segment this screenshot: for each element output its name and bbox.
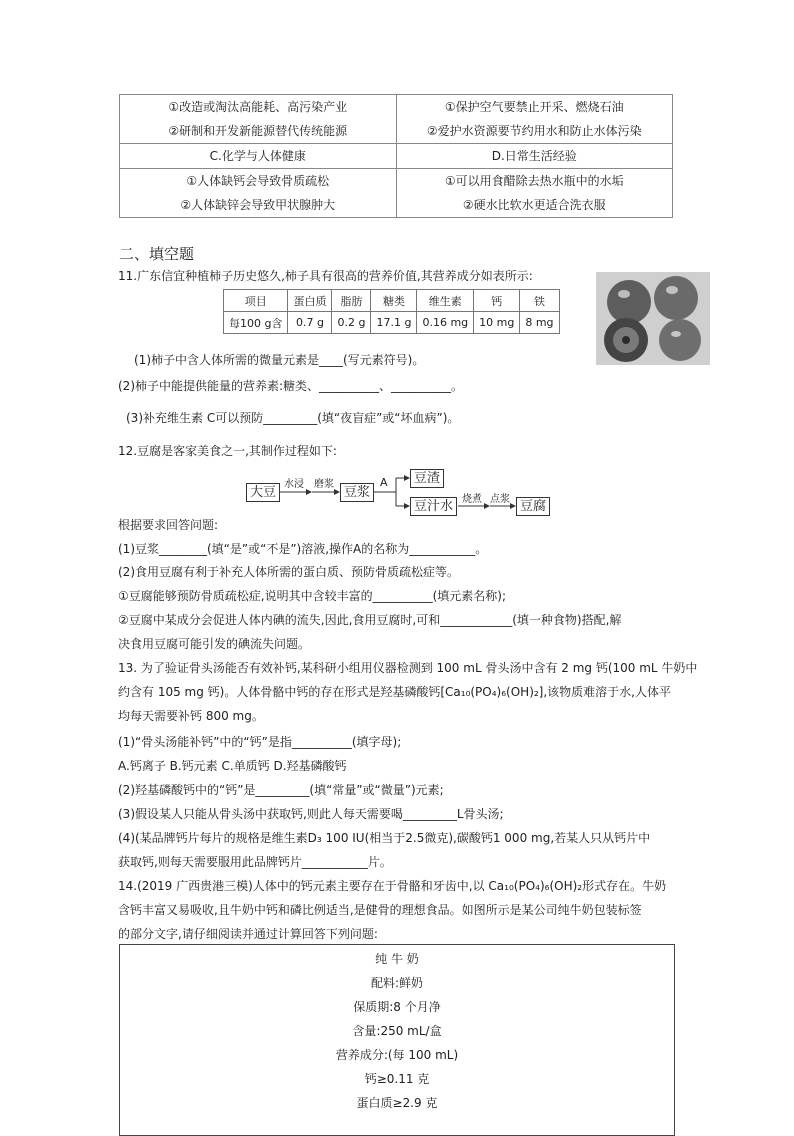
table-header: 铁 — [520, 290, 559, 312]
q11-part2: (2)柿子中能提供能量的营养素:糖类、__________、__________。 — [118, 379, 464, 393]
q13-part1: (1)“骨头汤能补钙”中的“钙”是指__________(填字母); — [118, 735, 402, 749]
q13-part3: (3)假设某人只能从骨头汤中获取钙,则此人每天需要喝_________L骨头汤; — [118, 807, 504, 821]
milk-label-line: 含量:250 mL/盒 — [352, 1024, 442, 1038]
q13-part4-cont: 获取钙,则每天需要服用此品牌钙片___________片。 — [118, 855, 392, 869]
q12-part1: (1)豆浆________(填“是”或“不是”)溶液,操作A的名称为___________。 — [118, 542, 488, 556]
table-header: 蛋白质 — [288, 290, 332, 312]
q12-intro: 根据要求回答问题: — [118, 518, 219, 532]
option-header: C.化学与人体健康 — [120, 144, 397, 169]
q11-stem: 11.广东信宜种植柿子历史悠久,柿子具有很高的营养价值,其营养成分如表所示: — [118, 269, 533, 283]
option-cell: ①保护空气要禁止开采、燃烧石油 ②爱护水资源要节约用水和防止水体污染 — [396, 95, 673, 144]
flow-box-soybean: 大豆 — [246, 483, 280, 502]
table-cell: 10 mg — [474, 312, 520, 334]
milk-label-line: 营养成分:(每 100 mL) — [335, 1048, 459, 1062]
flow-box-soymilk: 豆浆 — [340, 483, 374, 502]
flow-box-okara: 豆渣 — [410, 469, 444, 488]
nutrition-table — [223, 289, 560, 334]
table-header: 项目 — [224, 290, 288, 312]
options-table — [119, 94, 673, 218]
option-header: D.日常生活经验 — [396, 144, 673, 169]
table-cell: 每100 g含 — [224, 312, 288, 334]
q12-stem: 12.豆腐是客家美食之一,其制作过程如下: — [118, 444, 337, 458]
option-cell: ①可以用食醋除去热水瓶中的水垢 ②硬水比软水更适合洗衣服 — [396, 169, 673, 218]
flow-arrow-label: A — [380, 476, 388, 489]
flow-box-soy-liquid: 豆汁水 — [410, 497, 457, 516]
flow-arrow-label: 水浸 — [284, 479, 304, 490]
milk-label-title: 纯 牛 奶 — [375, 952, 419, 966]
milk-label-line: 保质期:8 个月净 — [353, 1000, 441, 1014]
persimmon-photo — [596, 272, 710, 365]
q13-stem-line2: 约含有 105 mg 钙)。人体骨骼中钙的存在形式是羟基磷酸钙[Ca₁₀(PO₄)₆(OH)₂],该物质难溶于水,人体平 — [118, 685, 671, 699]
flow-arrow-label: 点浆 — [490, 494, 510, 505]
section-title: 二、填空题 — [119, 245, 195, 263]
flow-arrow-label: 磨浆 — [314, 479, 334, 490]
q13-part1-options: A.钙离子 B.钙元素 C.单质钙 D.羟基磷酸钙 — [118, 759, 347, 773]
milk-label-line: 蛋白质≥2.9 克 — [356, 1096, 438, 1110]
q12-part2-1: ①豆腐能够预防骨质疏松症,说明其中含较丰富的__________(填元素名称); — [118, 589, 506, 603]
table-header: 脂肪 — [332, 290, 371, 312]
q11-part3: (3)补充维生素 C可以预防_________(填“夜盲症”或“坏血病”)。 — [126, 411, 460, 425]
q12-part2-2-cont: 决食用豆腐可能引发的碘流失问题。 — [118, 637, 311, 651]
q13-stem-line3: 均每天需要补钙 800 mg。 — [118, 709, 264, 723]
q13-part4: (4)(某品牌钙片每片的规格是维生素D₃ 100 IU(相当于2.5微克),碳酸钙1 000 mg,若某人只从钙片中 — [118, 831, 651, 845]
table-header: 钙 — [474, 290, 520, 312]
milk-label-line: 配料:鲜奶 — [370, 976, 424, 990]
table-cell: 0.16 mg — [417, 312, 474, 334]
q13-part2: (2)羟基磷酸钙中的“钙”是_________(填“常量”或“微量”)元素; — [118, 783, 444, 797]
tofu-flowchart — [246, 468, 556, 518]
q14-stem-line2: 含钙丰富又易吸收,且牛奶中钙和磷比例适当,是健骨的理想食品。如图所示是某公司纯牛奶包装标签 — [118, 903, 642, 917]
milk-label-box — [119, 944, 675, 1136]
table-cell: 8 mg — [520, 312, 559, 334]
option-cell: ①改造或淘汰高能耗、高污染产业 ②研制和开发新能源替代传统能源 — [120, 95, 397, 144]
q12-part2-2: ②豆腐中某成分会促进人体内碘的流失,因此,食用豆腐时,可和____________(填一种食物)搭配,解 — [118, 613, 622, 627]
table-header: 维生素 — [417, 290, 474, 312]
table-cell: 0.7 g — [288, 312, 332, 334]
q14-stem-line1: 14.(2019 广西贵港三模)人体中的钙元素主要存在于骨骼和牙齿中,以 Ca₁₀(PO₄)₆(OH)₂形式存在。牛奶 — [118, 879, 667, 893]
flow-arrow-label: 烧煮 — [462, 494, 482, 505]
q11-part1: (1)柿子中含人体所需的微量元素是____(写元素符号)。 — [134, 353, 425, 367]
table-cell: 0.2 g — [332, 312, 371, 334]
table-header: 糖类 — [371, 290, 417, 312]
option-cell: ①人体缺钙会导致骨质疏松 ②人体缺锌会导致甲状腺肿大 — [120, 169, 397, 218]
milk-label-line: 钙≥0.11 克 — [364, 1072, 430, 1086]
flow-box-tofu: 豆腐 — [516, 497, 550, 516]
q12-part2: (2)食用豆腐有利于补充人体所需的蛋白质、预防骨质疏松症等。 — [118, 565, 460, 579]
table-cell: 17.1 g — [371, 312, 417, 334]
q13-stem-line1: 13. 为了验证骨头汤能否有效补钙,某科研小组用仪器检测到 100 mL 骨头汤中含有 2 mg 钙(100 mL 牛奶中 — [118, 661, 698, 675]
q14-stem-line3: 的部分文字,请仔细阅读并通过计算回答下列问题: — [118, 927, 378, 941]
